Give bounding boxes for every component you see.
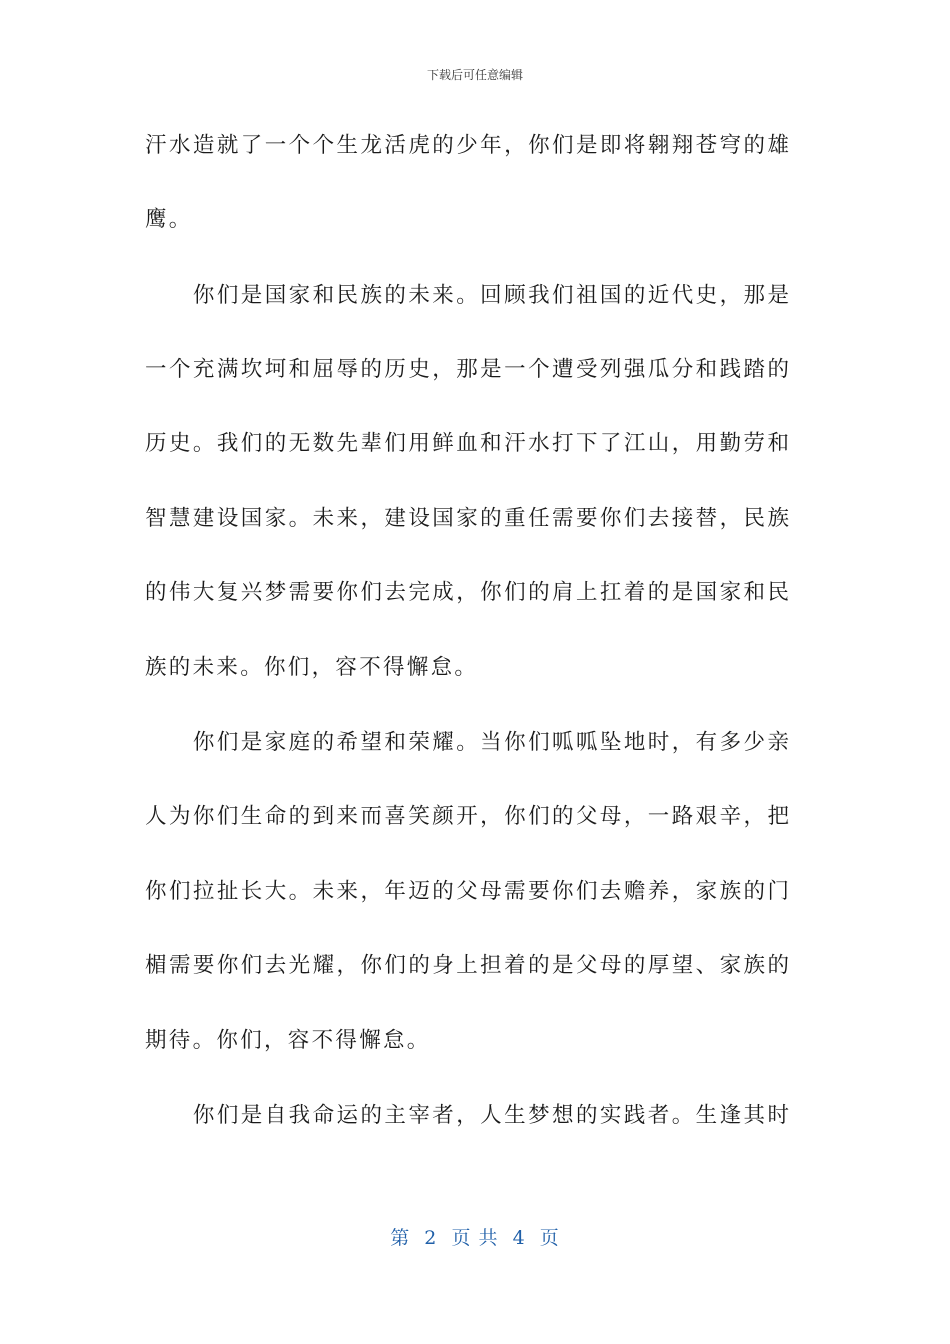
text-line: 人为你们生命的到来而喜笑颜开，你们的父母，一路艰辛，把	[145, 804, 789, 829]
text-line: 你们是自我命运的主宰者，人生梦想的实践者。生逢其时	[145, 1103, 789, 1128]
text-line: 鹰。	[145, 207, 193, 232]
text-line: 楣需要你们去光耀，你们的身上担着的是父母的厚望、家族的	[145, 953, 789, 978]
text-line: 汗水造就了一个个生龙活虎的少年，你们是即将翱翔苍穹的雄	[145, 133, 789, 158]
text-line: 的伟大复兴梦需要你们去完成，你们的肩上扛着的是国家和民	[145, 580, 789, 605]
text-line: 你们拉扯长大。未来，年迈的父母需要你们去赡养，家族的门	[145, 879, 789, 904]
text-line: 族的未来。你们，容不得懈怠。	[145, 655, 479, 680]
page-number-footer: 第 2 页 共 4 页	[390, 1227, 560, 1249]
text-line: 一个充满坎坷和屈辱的历史，那是一个遭受列强瓜分和践踏的	[145, 357, 789, 382]
text-line: 智慧建设国家。未来，建设国家的重任需要你们去接替，民族	[145, 506, 789, 531]
text-line: 期待。你们，容不得懈怠。	[145, 1028, 431, 1053]
text-line: 历史。我们的无数先辈们用鲜血和汗水打下了江山，用勤劳和	[145, 431, 789, 456]
text-line: 你们是家庭的希望和荣耀。当你们呱呱坠地时，有多少亲	[145, 730, 789, 755]
page-header: 下载后可任意编辑	[426, 68, 523, 82]
text-line: 你们是国家和民族的未来。回顾我们祖国的近代史，那是	[145, 283, 789, 308]
